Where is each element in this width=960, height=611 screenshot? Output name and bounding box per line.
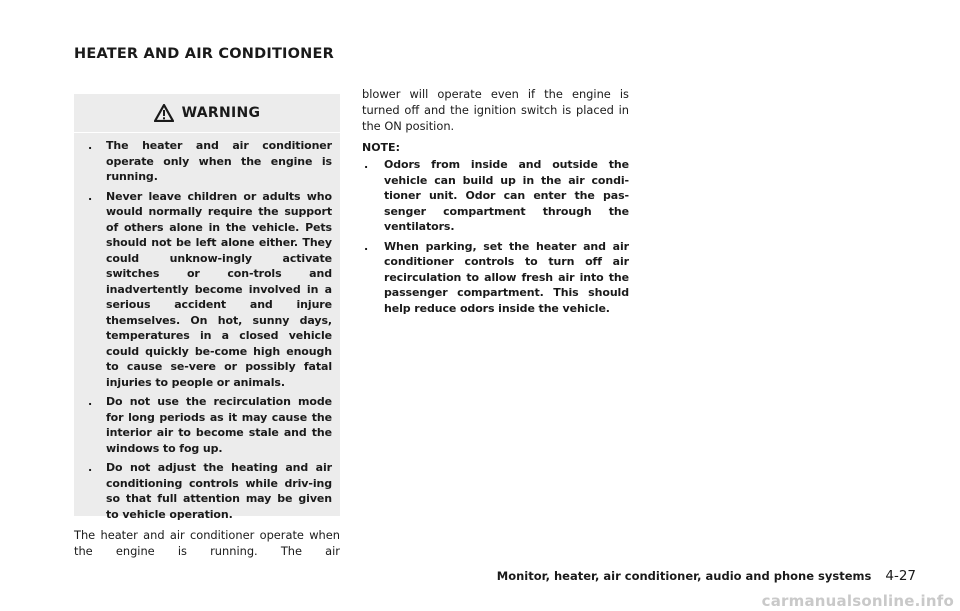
footer-section-title: Monitor, heater, air conditioner, audio and phone systems [496,569,872,583]
note-list [362,157,629,316]
note-item-text: Odors from inside and outside the vehicle can build up in the air condi-tioner unit. Odor can enter the pas-senger compartment through the ventilators. [384,158,629,233]
bullet: . [88,189,93,203]
bullet: . [88,139,93,152]
warning-item-text: Do not adjust the heating and air conditioning controls while driv-ing so that full attention may be given to vehicle operation. [106,461,332,521]
warning-item-text: Never leave children or adults who would normally require the support of others alone in the vehicle. Pets should not be left alone either. They could unknow-ingly activate switches or con-trols and inadvertently become involved in a serious accident and injure themselves. On hot, sunny days, temperatures in a closed vehicle could quickly be-come high enough to cause se-vere or possibly fatal injuries to people or animals. [106,189,332,389]
page-title: HEATER AND AIR CONDITIONER [74,46,334,62]
bullet: . [88,461,93,474]
note-label: NOTE: [362,141,400,154]
right-column [362,86,629,320]
warning-item-text: Do not use the recirculation mode for long periods as it may cause the interior air to become stale and the windows to fog up. [106,395,332,455]
bullet: . [88,395,93,408]
warning-list [86,138,332,526]
note-item-text: When parking, set the heater and air conditioner controls to turn off air recirculation to allow fresh air into the passenger compartment. This should help reduce odors inside the vehicle. [384,239,629,315]
warning-item [86,138,332,185]
warning-triangle-icon [154,104,174,122]
intro-paragraph-part2: blower will operate even if the engine is turned off and the ignition switch is placed in the ON position. [362,87,629,133]
bullet: . [364,158,369,171]
warning-box [74,94,340,521]
intro-paragraph-part1: The heater and air conditioner operate when the engine is running. The air [74,528,340,558]
warning-header [74,94,340,133]
warning-item [86,189,332,391]
note-item [362,157,629,235]
page-footer [497,568,916,584]
note-item [362,239,629,317]
watermark: carmanualsonline.info [761,592,954,610]
warning-heading: WARNING [181,105,261,121]
warning-item [86,460,332,522]
warning-item [86,394,332,456]
bullet: . [364,239,369,253]
page-number: 4-27 [885,568,916,584]
warning-item-text: The heater and air conditioner operate only when the engine is running. [106,139,332,183]
